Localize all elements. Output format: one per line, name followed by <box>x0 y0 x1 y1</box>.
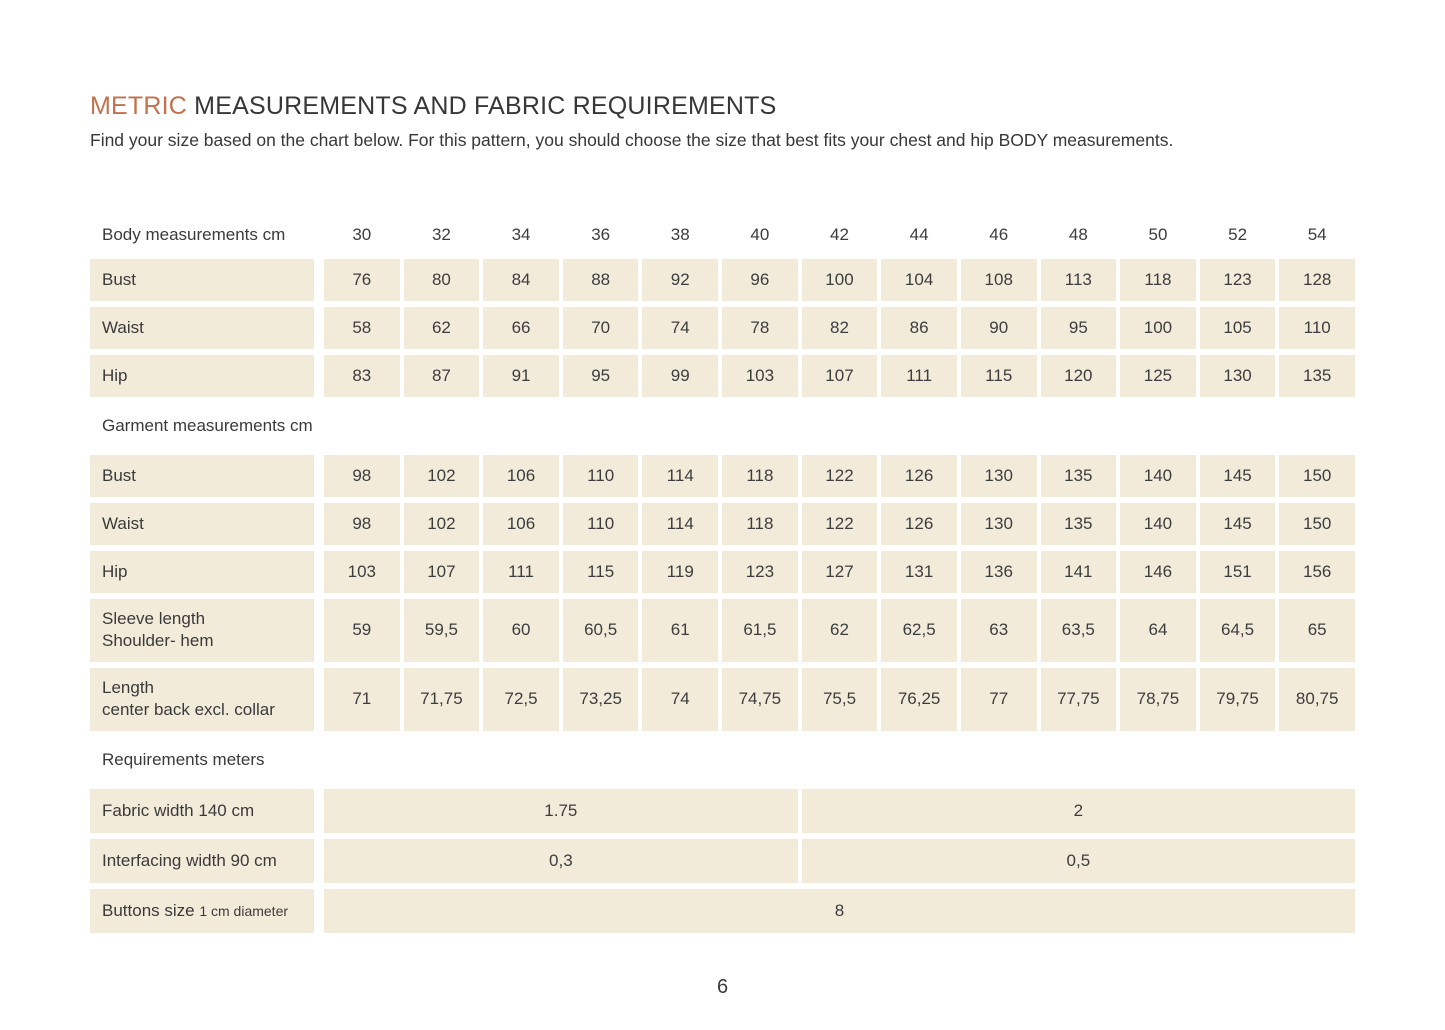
value-cell: 130 <box>961 503 1037 545</box>
value-cell: 107 <box>404 551 480 593</box>
value-cell: 58 <box>324 307 400 349</box>
value-cell: 73,25 <box>563 668 639 731</box>
value-cell: 92 <box>642 259 718 301</box>
table-row <box>90 839 1355 883</box>
table-row <box>90 668 1355 731</box>
value-cell: 128 <box>1279 259 1355 301</box>
row-label <box>90 668 314 731</box>
table-row <box>90 259 1355 301</box>
value-cell: 62 <box>802 599 878 662</box>
value-cell: 115 <box>563 551 639 593</box>
row-label-line1: Length <box>102 678 154 697</box>
value-cell: 65 <box>1279 599 1355 662</box>
value-cell: 72,5 <box>483 668 559 731</box>
value-cell: 61 <box>642 599 718 662</box>
value-cell: 113 <box>1041 259 1117 301</box>
value-cell: 123 <box>722 551 798 593</box>
value-cell: 145 <box>1200 455 1276 497</box>
value-cell: 122 <box>802 455 878 497</box>
size-table <box>90 217 1355 933</box>
value-cell: 114 <box>642 503 718 545</box>
value-cell: 114 <box>642 455 718 497</box>
row-label-text <box>102 900 314 922</box>
value-cell: 110 <box>563 503 639 545</box>
value-cell: 141 <box>1041 551 1117 593</box>
value-cell: 122 <box>802 503 878 545</box>
size-column-header-40: 40 <box>750 224 770 244</box>
size-column-header-30: 30 <box>352 224 372 244</box>
value-cell: 91 <box>483 355 559 397</box>
value-span-cell: 0,3 <box>324 839 798 883</box>
value-cell: 106 <box>483 503 559 545</box>
row-label-line2: Shoulder- hem <box>102 631 214 651</box>
value-cell: 107 <box>802 355 878 397</box>
garment-section-header: Garment measurements cm <box>102 415 313 435</box>
table-row <box>90 551 1355 593</box>
value-cell: 86 <box>881 307 957 349</box>
value-cell: 99 <box>642 355 718 397</box>
value-cell: 61,5 <box>722 599 798 662</box>
value-cell: 111 <box>483 551 559 593</box>
value-cell: 96 <box>722 259 798 301</box>
table-row <box>90 355 1355 397</box>
value-cell: 74 <box>642 668 718 731</box>
value-cell: 106 <box>483 455 559 497</box>
value-cell: 111 <box>881 355 957 397</box>
value-cell: 95 <box>1041 307 1117 349</box>
page-title <box>90 92 1355 121</box>
value-cell: 118 <box>722 503 798 545</box>
value-cell: 102 <box>404 503 480 545</box>
row-label: Fabric width 140 cm <box>90 789 314 833</box>
row-label <box>90 889 314 933</box>
value-cell: 118 <box>722 455 798 497</box>
row-label <box>90 599 314 662</box>
value-cell: 62 <box>404 307 480 349</box>
value-cell: 60 <box>483 599 559 662</box>
value-cell: 78 <box>722 307 798 349</box>
value-cell: 63 <box>961 599 1037 662</box>
value-cell: 90 <box>961 307 1037 349</box>
value-cell: 80 <box>404 259 480 301</box>
value-cell: 63,5 <box>1041 599 1117 662</box>
value-cell: 115 <box>961 355 1037 397</box>
row-label: Bust <box>90 455 314 497</box>
value-cell: 156 <box>1279 551 1355 593</box>
value-cell: 76,25 <box>881 668 957 731</box>
table-row <box>90 307 1355 349</box>
table-row <box>90 789 1355 833</box>
value-cell: 66 <box>483 307 559 349</box>
value-cell: 130 <box>961 455 1037 497</box>
value-cell: 103 <box>722 355 798 397</box>
value-cell: 110 <box>1279 307 1355 349</box>
value-cell: 123 <box>1200 259 1276 301</box>
value-cell: 126 <box>881 503 957 545</box>
value-cell: 150 <box>1279 455 1355 497</box>
value-cell: 131 <box>881 551 957 593</box>
value-cell: 70 <box>563 307 639 349</box>
value-cell: 140 <box>1120 455 1196 497</box>
value-span-cell: 8 <box>324 889 1355 933</box>
row-label: Interfacing width 90 cm <box>90 839 314 883</box>
value-cell: 130 <box>1200 355 1276 397</box>
value-span-cell: 0,5 <box>802 839 1355 883</box>
size-column-header-52: 52 <box>1228 224 1248 244</box>
title-accent-word: METRIC <box>90 92 188 120</box>
row-label-line1: Sleeve length <box>102 609 206 628</box>
value-cell: 79,75 <box>1200 668 1276 731</box>
row-label: Waist <box>90 503 314 545</box>
value-cell: 100 <box>1120 307 1196 349</box>
page-number: 6 <box>716 976 729 998</box>
size-column-header-44: 44 <box>909 224 929 244</box>
size-column-header-42: 42 <box>830 224 849 244</box>
value-cell: 87 <box>404 355 480 397</box>
value-cell: 150 <box>1279 503 1355 545</box>
value-cell: 83 <box>324 355 400 397</box>
size-column-header-48: 48 <box>1068 224 1088 244</box>
value-cell: 127 <box>802 551 878 593</box>
size-column-header-38: 38 <box>670 224 690 244</box>
value-cell: 62,5 <box>881 599 957 662</box>
value-cell: 76 <box>324 259 400 301</box>
value-cell: 136 <box>961 551 1037 593</box>
table-row <box>90 599 1355 662</box>
value-cell: 74,75 <box>722 668 798 731</box>
value-cell: 146 <box>1120 551 1196 593</box>
size-column-header-32: 32 <box>431 224 451 244</box>
value-span-cell: 2 <box>802 789 1355 833</box>
value-cell: 145 <box>1200 503 1276 545</box>
value-cell: 80,75 <box>1279 668 1355 731</box>
value-cell: 71,75 <box>404 668 480 731</box>
value-cell: 74 <box>642 307 718 349</box>
size-column-header-36: 36 <box>591 224 611 244</box>
value-cell: 100 <box>802 259 878 301</box>
size-column-header-34: 34 <box>511 224 531 244</box>
body-measurements-header: Body measurements cm <box>102 224 286 244</box>
value-cell: 126 <box>881 455 957 497</box>
value-cell: 75,5 <box>802 668 878 731</box>
value-cell: 105 <box>1200 307 1276 349</box>
value-cell: 59 <box>324 599 400 662</box>
row-label-line2: center back excl. collar <box>102 700 275 720</box>
value-cell: 135 <box>1041 503 1117 545</box>
table-row <box>90 503 1355 545</box>
table-row <box>90 455 1355 497</box>
size-column-header-46: 46 <box>989 224 1009 244</box>
value-cell: 64 <box>1120 599 1196 662</box>
requirements-section-header: Requirements meters <box>102 749 265 769</box>
value-cell: 95 <box>563 355 639 397</box>
row-label: Waist <box>90 307 314 349</box>
value-cell: 135 <box>1279 355 1355 397</box>
value-cell: 102 <box>404 455 480 497</box>
value-cell: 60,5 <box>563 599 639 662</box>
value-cell: 125 <box>1120 355 1196 397</box>
value-cell: 71 <box>324 668 400 731</box>
value-cell: 59,5 <box>404 599 480 662</box>
value-cell: 120 <box>1041 355 1117 397</box>
value-cell: 103 <box>324 551 400 593</box>
table-header-row <box>90 217 1355 253</box>
row-label: Hip <box>90 355 314 397</box>
value-cell: 98 <box>324 503 400 545</box>
intro-text: Find your size based on the chart below. For this pattern, you should choose the size that best fits your chest and hip BODY measurements. <box>90 129 1174 150</box>
row-label-note: 1 cm diameter <box>199 902 289 919</box>
value-cell: 140 <box>1120 503 1196 545</box>
value-cell: 108 <box>961 259 1037 301</box>
row-label: Bust <box>90 259 314 301</box>
value-cell: 151 <box>1200 551 1276 593</box>
value-cell: 84 <box>483 259 559 301</box>
value-cell: 77 <box>961 668 1037 731</box>
row-label-main: Buttons size <box>102 900 200 920</box>
value-cell: 119 <box>642 551 718 593</box>
value-cell: 64,5 <box>1200 599 1276 662</box>
page-footer <box>0 976 1445 999</box>
value-cell: 77,75 <box>1041 668 1117 731</box>
value-cell: 104 <box>881 259 957 301</box>
value-cell: 118 <box>1120 259 1196 301</box>
table-row <box>90 889 1355 933</box>
value-cell: 98 <box>324 455 400 497</box>
row-label: Hip <box>90 551 314 593</box>
value-cell: 135 <box>1041 455 1117 497</box>
value-cell: 82 <box>802 307 878 349</box>
size-column-header-50: 50 <box>1148 224 1168 244</box>
value-span-cell: 1.75 <box>324 789 798 833</box>
size-column-header-54: 54 <box>1307 224 1327 244</box>
value-cell: 110 <box>563 455 639 497</box>
value-cell: 88 <box>563 259 639 301</box>
value-cell: 78,75 <box>1120 668 1196 731</box>
title-rest: MEASUREMENTS AND FABRIC REQUIREMENTS <box>187 92 777 120</box>
